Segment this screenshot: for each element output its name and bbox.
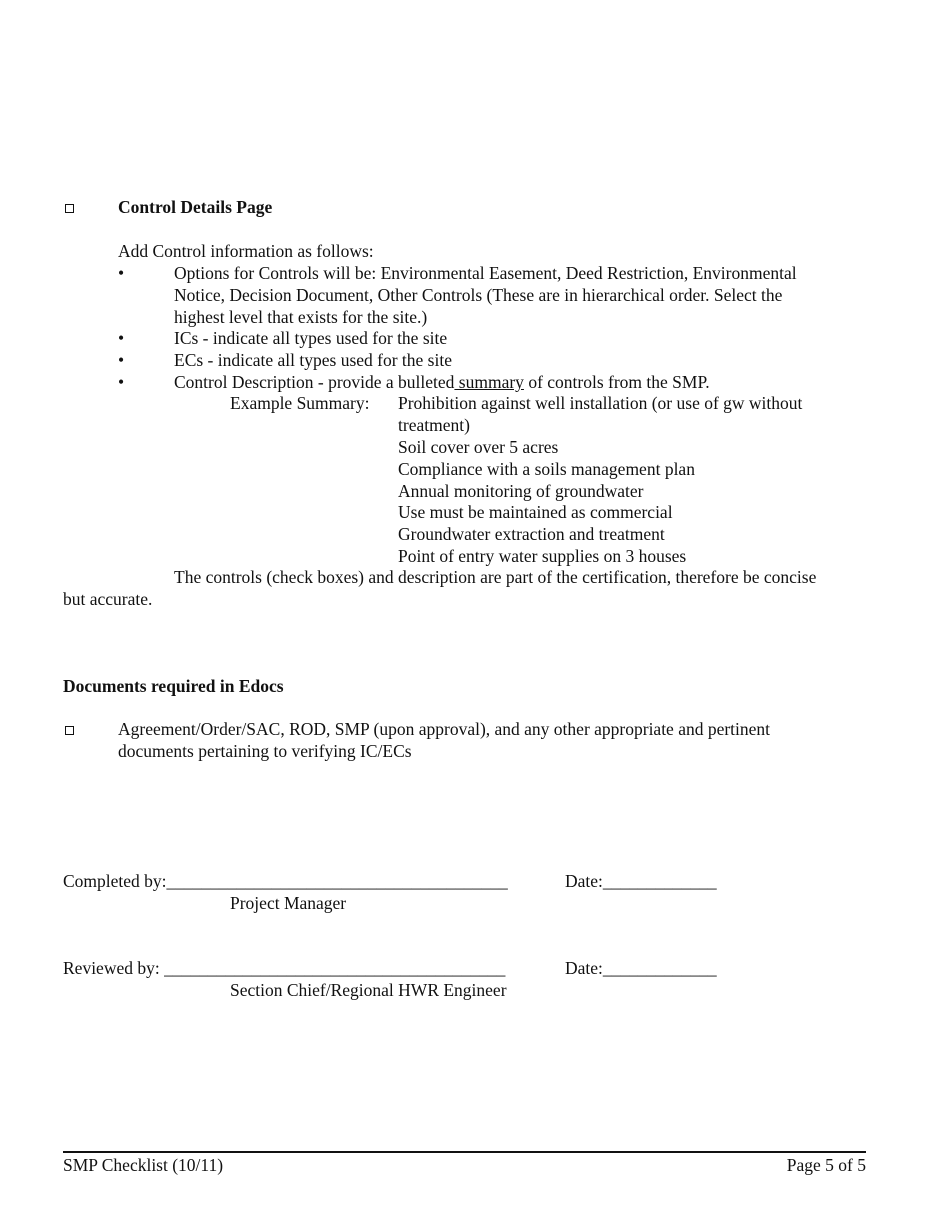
reviewed-by-role: Section Chief/Regional HWR Engineer	[230, 980, 507, 1000]
control-description-tail: of controls from the SMP.	[523, 372, 710, 392]
reviewed-date-line[interactable]: _____________	[602, 958, 717, 978]
control-intro-text: Add Control information as follows:	[118, 241, 374, 261]
reviewed-by-row	[63, 957, 505, 979]
footer-page-number: Page 5 of 5	[786, 1155, 866, 1175]
example-item: Prohibition against well installation (or use of gw without	[398, 393, 803, 413]
reviewed-by-label: Reviewed by:	[63, 958, 165, 978]
completed-by-signature-line[interactable]: _______________________________________	[166, 871, 508, 891]
completed-date-label: Date:	[565, 871, 603, 891]
example-item: Point of entry water supplies on 3 houses	[398, 546, 687, 566]
example-item: Soil cover over 5 acres	[398, 437, 559, 457]
completed-by-role: Project Manager	[230, 893, 347, 913]
edocs-item-line-2: documents pertaining to verifying IC/ECs	[118, 741, 412, 761]
control-details-checkbox[interactable]	[65, 204, 74, 213]
reviewed-date-label: Date:	[565, 958, 603, 978]
bullet-control-description	[174, 371, 710, 393]
bullet-marker: •	[118, 263, 125, 283]
completed-date-line[interactable]: _____________	[602, 871, 717, 891]
bullet-marker: •	[118, 372, 125, 392]
example-item: Compliance with a soils management plan	[398, 459, 695, 479]
bullet-options-line-1: Options for Controls will be: Environmental Easement, Deed Restriction, Environmental	[174, 263, 797, 283]
edocs-item-line-1: Agreement/Order/SAC, ROD, SMP (upon approval), and any other appropriate and pertinent	[118, 719, 771, 739]
footer-document-title: SMP Checklist (10/11)	[63, 1155, 224, 1175]
reviewed-date-row	[565, 957, 717, 979]
example-item: Use must be maintained as commercial	[398, 502, 673, 522]
bullet-marker: •	[118, 328, 125, 348]
reviewed-by-signature-line[interactable]: _______________________________________	[164, 958, 506, 978]
completed-by-label: Completed by:	[63, 871, 167, 891]
completed-date-row	[565, 870, 717, 892]
example-item: Groundwater extraction and treatment	[398, 524, 665, 544]
example-item: treatment)	[398, 415, 470, 435]
section-heading-control-details: Control Details Page	[118, 197, 273, 217]
completed-by-row	[63, 870, 508, 892]
control-description-text: Control Description - provide a bulleted	[174, 372, 455, 392]
footer-rule	[63, 1151, 866, 1153]
example-summary-label: Example Summary:	[230, 393, 370, 413]
bullet-options-line-3: highest level that exists for the site.)	[174, 307, 428, 327]
bullet-options-line-2: Notice, Decision Document, Other Controls (These are in hierarchical order. Select the	[174, 285, 783, 305]
bullet-ics: ICs - indicate all types used for the site	[174, 328, 448, 348]
bullet-marker: •	[118, 350, 125, 370]
section-heading-edocs: Documents required in Edocs	[63, 676, 284, 696]
bullet-ecs: ECs - indicate all types used for the site	[174, 350, 452, 370]
certification-note-line-1: The controls (check boxes) and description are part of the certification, therefore be concise	[174, 567, 817, 587]
edocs-documents-checkbox[interactable]	[65, 726, 74, 735]
summary-underlined-text: summary	[454, 372, 524, 392]
certification-note-line-2: but accurate.	[63, 589, 153, 609]
example-item: Annual monitoring of groundwater	[398, 481, 644, 501]
